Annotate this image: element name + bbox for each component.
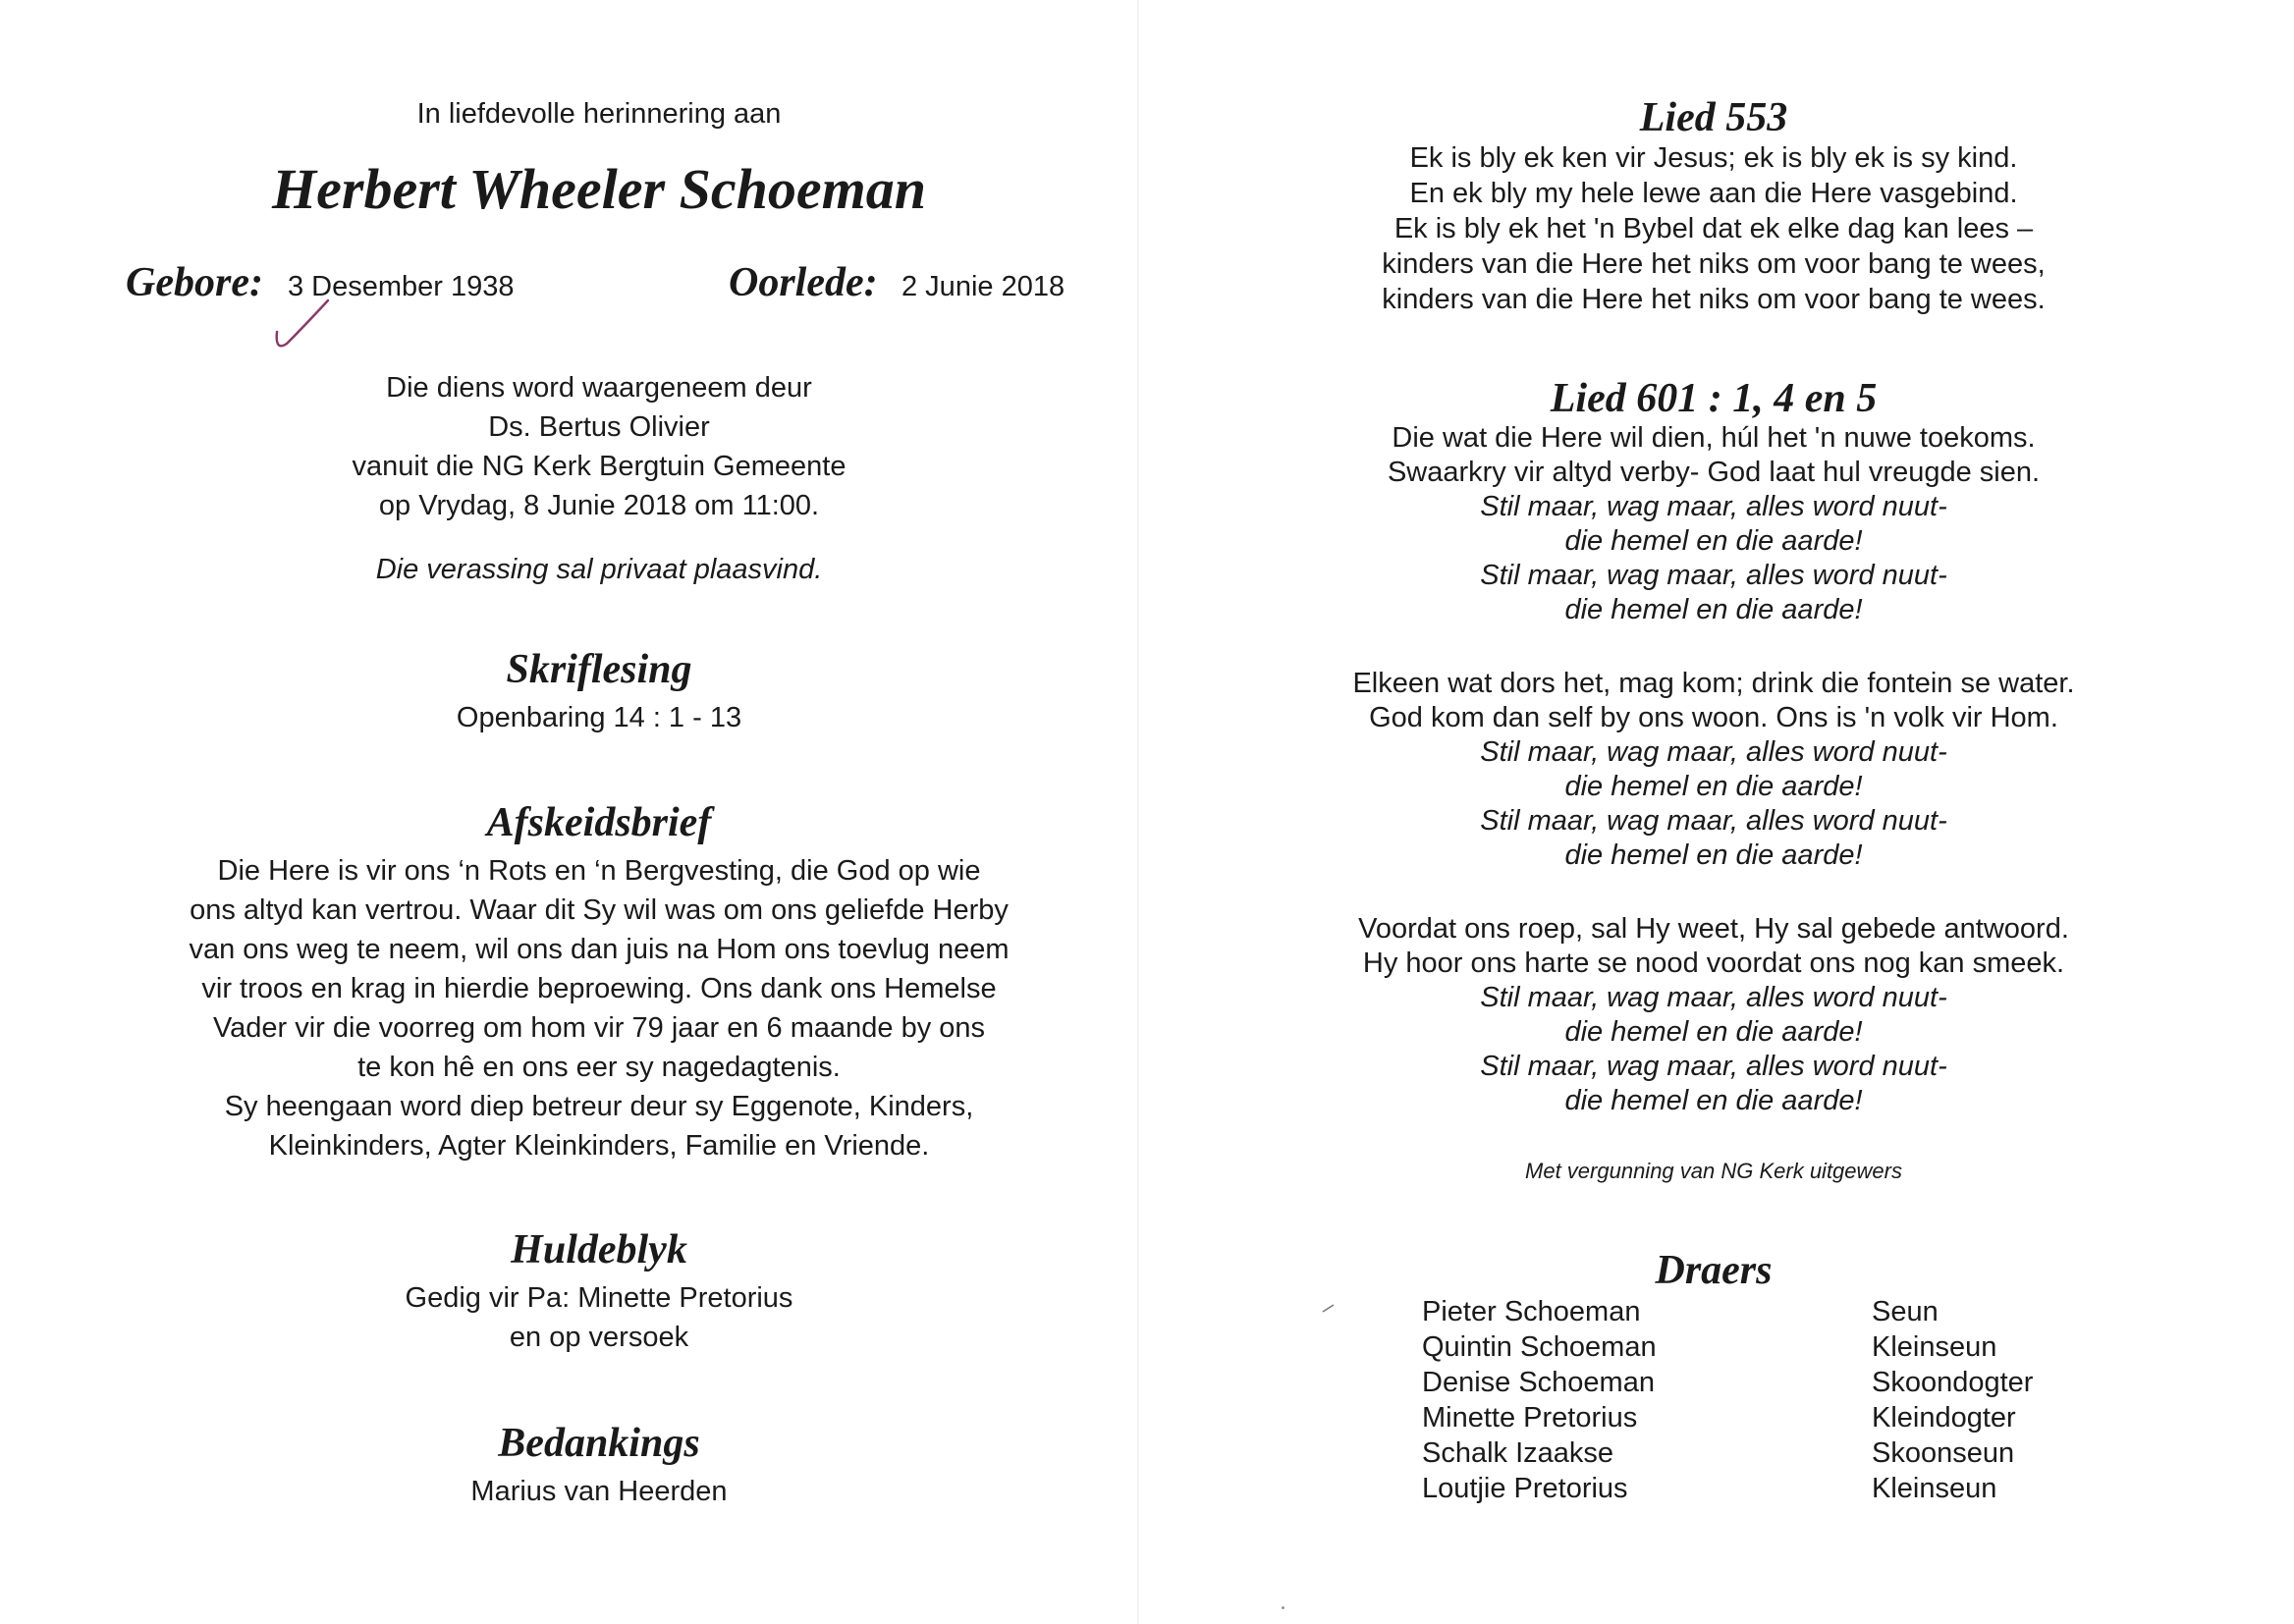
handwritten-check-mark	[273, 295, 332, 355]
service-details	[0, 368, 1198, 525]
bearer-name: Loutjie Pretorius	[1422, 1473, 1628, 1504]
hymn-line: Voordat ons roep, sal Hy weet, Hy sal gebede antwoord.	[1358, 913, 2069, 945]
bearer-name: Quintin Schoeman	[1422, 1331, 1657, 1363]
farewell-line: ons altyd kan vertrou. Waar dit Sy wil was om ons geliefde Herby	[190, 894, 1009, 926]
deceased-name: Herbert Wheeler Schoeman	[272, 157, 926, 221]
hymn-line: God kom dan self by ons woon. Ons is 'n volk vir Hom.	[1369, 702, 2058, 733]
stray-pen-mark	[1322, 1303, 1336, 1313]
bearer-row	[1422, 1437, 2033, 1473]
born-label: Gebore:	[126, 260, 263, 305]
hymn2-heading: Lied 601 : 1, 4 en 5	[1550, 376, 1878, 421]
hymn-line: kinders van die Here het niks om voor bang te wees.	[1382, 284, 2046, 315]
bearer-row	[1422, 1473, 2033, 1508]
refrain-line: Stil maar, wag maar, alles word nuut-	[1480, 736, 1947, 768]
scripture-heading: Skriflesing	[506, 647, 692, 692]
bearer-relation: Skoondogter	[1872, 1367, 2034, 1398]
hymn-line: En ek bly my hele lewe aan die Here vasgebind.	[1409, 178, 2018, 209]
bearer-row	[1422, 1367, 2033, 1402]
farewell-line: Kleinkinders, Agter Kleinkinders, Familie en Vriende.	[268, 1130, 930, 1162]
tribute-line: Gedig vir Pa: Minette Pretorius	[405, 1282, 793, 1314]
refrain-line: die hemel en die aarde!	[1564, 525, 1863, 557]
service-line: Ds. Bertus Olivier	[488, 411, 710, 443]
refrain-line: die hemel en die aarde!	[1564, 1085, 1863, 1116]
refrain-line: die hemel en die aarde!	[1564, 771, 1863, 802]
bearer-row	[1422, 1296, 2033, 1331]
farewell-line: Sy heengaan word diep betreur deur sy Eggenote, Kinders,	[224, 1091, 974, 1122]
refrain-line: Stil maar, wag maar, alles word nuut-	[1480, 491, 1947, 522]
service-line: Die diens word waargeneem deur	[386, 372, 812, 404]
refrain-line: Stil maar, wag maar, alles word nuut-	[1480, 982, 1947, 1013]
hymn2-verse-4	[1139, 667, 2288, 873]
died-date: 2 Junie 2018	[901, 271, 1065, 302]
tribute-heading: Huldeblyk	[511, 1227, 687, 1272]
tribute	[0, 1278, 1198, 1357]
refrain-line: Stil maar, wag maar, alles word nuut-	[1480, 805, 1947, 837]
bearer-row	[1422, 1331, 2033, 1367]
hymn-line: Elkeen wat dors het, mag kom; drink die fontein se water.	[1352, 668, 2075, 699]
tribute-line: en op versoek	[509, 1322, 689, 1353]
hymn1-heading: Lied 553	[1639, 95, 1788, 140]
cremation-note: Die verassing sal privaat plaasvind.	[375, 554, 823, 585]
hymn2-verse-1	[1139, 421, 2288, 627]
hymn-line: Die wat die Here wil dien, húl het 'n nuwe toekoms.	[1392, 422, 2036, 454]
service-line: op Vrydag, 8 Junie 2018 om 11:00.	[378, 490, 820, 521]
refrain-line: die hemel en die aarde!	[1564, 1016, 1863, 1048]
left-page	[0, 0, 1139, 1624]
thanks-heading: Bedankings	[498, 1421, 700, 1466]
farewell-line: te kon hê en ons eer sy nagedagtenis.	[357, 1052, 841, 1083]
hymn-line: Ek is bly ek het 'n Bybel dat ek elke dag kan lees –	[1393, 213, 2034, 244]
scripture-reference: Openbaring 14 : 1 - 13	[456, 702, 742, 733]
farewell-line: van ons weg te neem, wil ons dan juis na Hom ons toevlug neem	[189, 934, 1010, 965]
hymn2-verse-5	[1139, 912, 2288, 1118]
hymn1-verse	[1139, 140, 2288, 317]
bearers-table	[1422, 1296, 2033, 1508]
hymn-line: Hy hoor ons harte se nood voordat ons nog kan smeek.	[1362, 947, 2065, 979]
bearers-heading: Draers	[1655, 1248, 1773, 1293]
farewell-line: Vader vir die voorreg om hom vir 79 jaar en 6 maande by ons	[212, 1012, 986, 1044]
bearer-name: Schalk Izaakse	[1422, 1437, 1614, 1469]
stray-dot	[1282, 1606, 1284, 1609]
born-date: 3 Desember 1938	[288, 271, 515, 302]
right-page	[1139, 0, 2294, 1624]
hymn-line: kinders van die Here het niks om voor bang te wees,	[1382, 248, 2046, 280]
refrain-line: die hemel en die aarde!	[1564, 594, 1863, 625]
farewell-line: vir troos en krag in hierdie beproewing. Ons dank ons Hemelse	[201, 973, 997, 1004]
hymn-line: Swaarkry vir altyd verby- God laat hul vreugde sien.	[1387, 457, 2041, 488]
died-label: Oorlede:	[729, 260, 878, 305]
refrain-line: die hemel en die aarde!	[1564, 839, 1863, 871]
farewell-letter	[0, 851, 1198, 1165]
bearer-name: Denise Schoeman	[1422, 1367, 1655, 1398]
memory-line: In liefdevolle herinnering aan	[416, 98, 782, 130]
thanks-name: Marius van Heerden	[470, 1476, 728, 1507]
farewell-line: Die Here is vir ons ‘n Rots en ‘n Bergvesting, die God op wie	[217, 855, 981, 887]
hymn-line: Ek is bly ek ken vir Jesus; ek is bly ek is sy kind.	[1409, 142, 2018, 174]
bearer-relation: Kleinseun	[1872, 1331, 1997, 1363]
bearer-relation: Kleindogter	[1872, 1402, 2016, 1434]
service-line: vanuit die NG Kerk Bergtuin Gemeente	[352, 451, 847, 482]
bearer-row	[1422, 1402, 2033, 1437]
bearer-name: Minette Pretorius	[1422, 1402, 1638, 1434]
bearer-name: Pieter Schoeman	[1422, 1296, 1641, 1327]
refrain-line: Stil maar, wag maar, alles word nuut-	[1480, 1051, 1947, 1082]
bearer-relation: Seun	[1872, 1296, 1939, 1327]
bearer-relation: Skoonseun	[1872, 1437, 2015, 1469]
permission-note: Met vergunning van NG Kerk uitgewers	[1525, 1159, 1902, 1183]
bearer-relation: Kleinseun	[1872, 1473, 1997, 1504]
farewell-heading: Afskeidsbrief	[486, 800, 712, 845]
refrain-line: Stil maar, wag maar, alles word nuut-	[1480, 560, 1947, 591]
